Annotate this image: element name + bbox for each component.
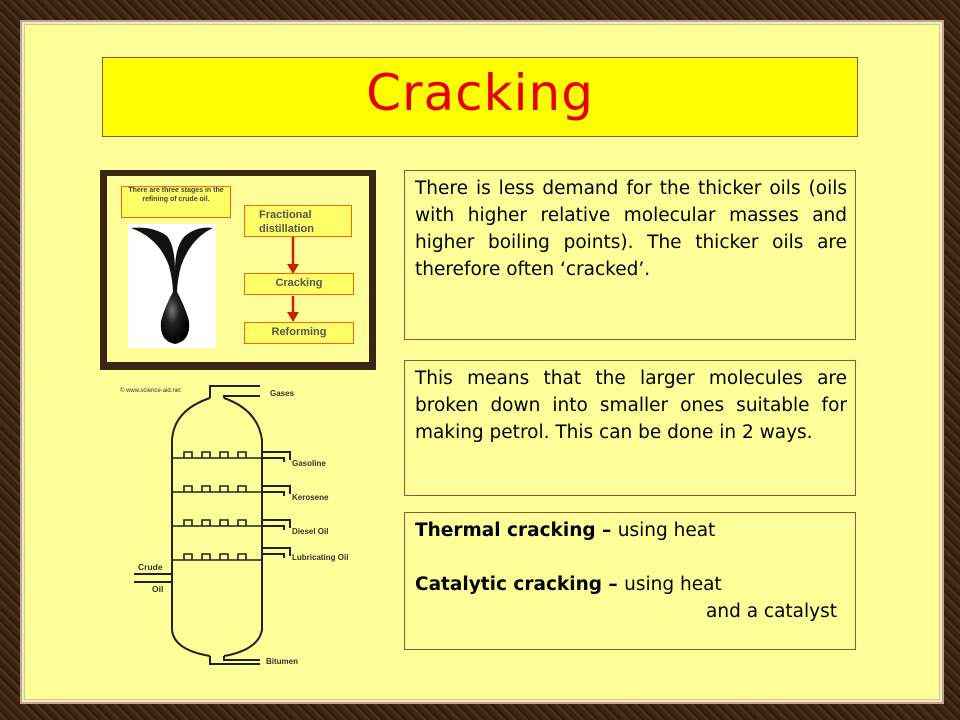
- title-bar: [102, 57, 858, 137]
- fractionating-column-figure: [114, 380, 354, 665]
- stage-cracking: Cracking: [244, 273, 354, 295]
- stage-fractional-distillation: Fractional distillation: [244, 205, 352, 237]
- output-kerosene: Kerosene: [292, 493, 329, 502]
- output-lubricating-oil: Lubricating Oil: [292, 553, 349, 562]
- stages-note: There are three stages in the refining of crude oil.: [121, 186, 231, 218]
- breakdown-paragraph: This means that the larger molecules are broken down into smaller ones suitable for making petrol. This can be done in 2 ways.: [404, 360, 856, 496]
- stage-reforming: Reforming: [244, 322, 354, 344]
- slide-title: Cracking: [366, 64, 594, 122]
- column-outline: [172, 398, 262, 656]
- thermal-sep: –: [595, 520, 618, 541]
- catalytic-cracking-term: Catalytic cracking: [415, 574, 602, 595]
- thermal-cracking-term: Thermal cracking: [415, 520, 596, 541]
- demand-paragraph: There is less demand for the thicker oils (oils with higher relative molecular masses and higher boiling points). The thicker oils are therefore often ‘cracked’.: [404, 170, 856, 340]
- catalytic-cracking-desc-b: and a catalyst: [706, 601, 837, 622]
- arrow-2-head: [287, 312, 299, 322]
- refining-stages-figure: [100, 170, 376, 370]
- trays: [172, 452, 262, 560]
- refining-stages-canvas: [107, 176, 369, 362]
- output-gases: Gases: [270, 389, 295, 398]
- input-oil: Oil: [152, 584, 164, 594]
- gas-outlet: [210, 386, 260, 398]
- output-gasoline: Gasoline: [292, 459, 326, 468]
- output-diesel-oil: Diesel Oil: [292, 527, 329, 536]
- thermal-cracking-desc: using heat: [617, 520, 716, 541]
- catalytic-cracking-desc-a: using heat: [624, 574, 722, 595]
- catalytic-sep: –: [601, 574, 625, 595]
- spacer: [415, 544, 847, 571]
- output-bitumen: Bitumen: [266, 657, 298, 665]
- thermal-cracking-line: [415, 517, 847, 544]
- cracking-methods: [404, 512, 856, 650]
- input-crude: Crude: [138, 562, 163, 572]
- fractionating-column-drawing: [114, 380, 354, 665]
- catalytic-cracking-line: [415, 571, 847, 598]
- copyright-text: © www.science-aid.net: [120, 388, 181, 394]
- bitumen-outlet: [210, 656, 260, 665]
